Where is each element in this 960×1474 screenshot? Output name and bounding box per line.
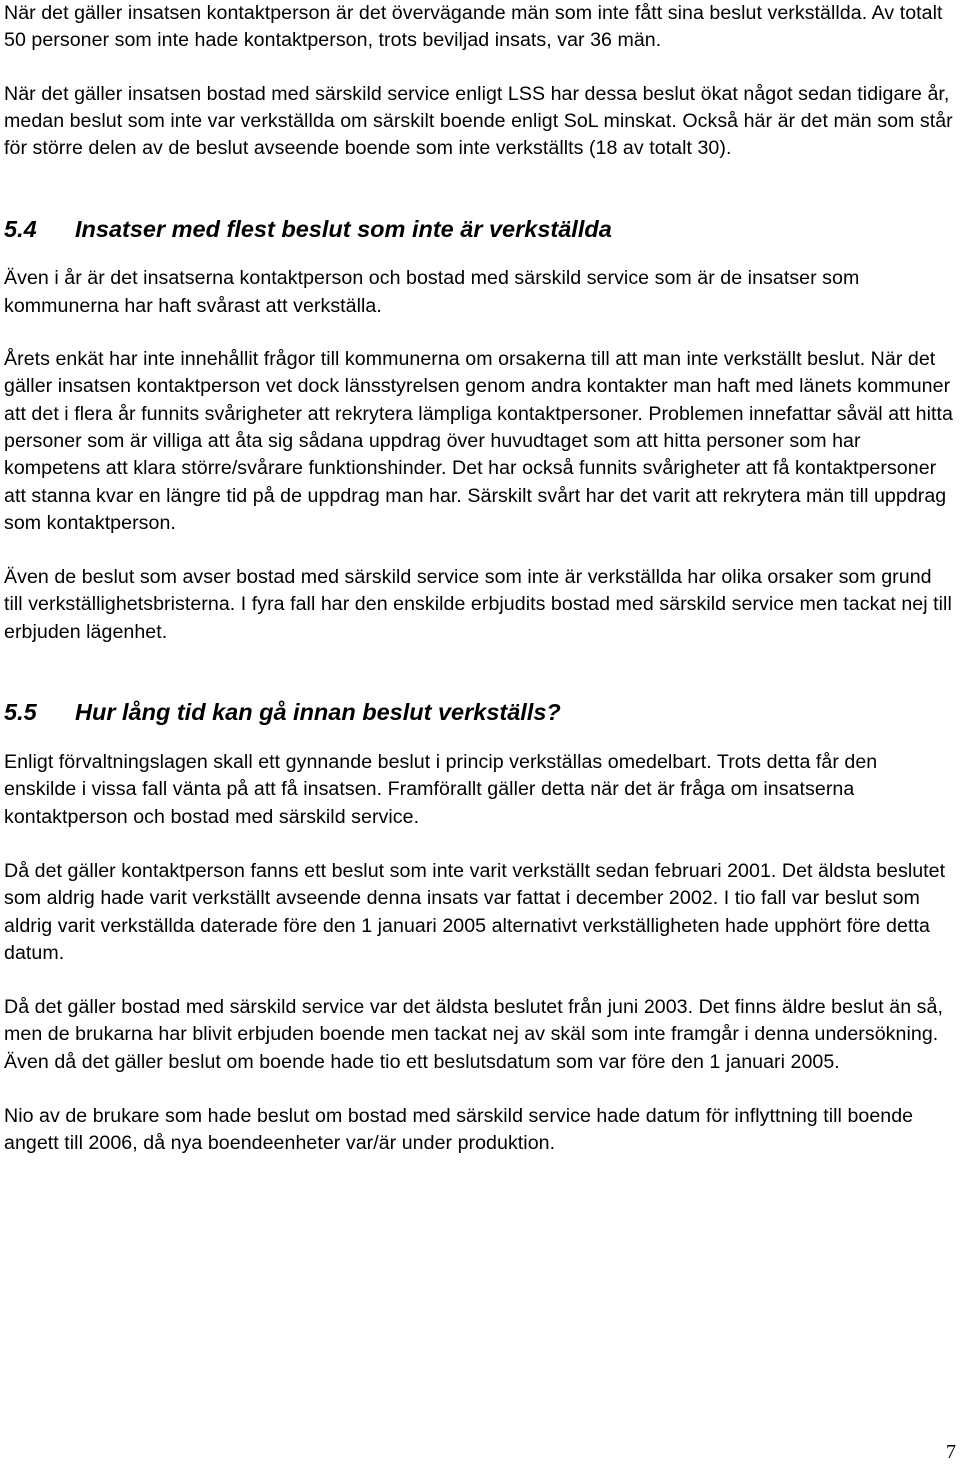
paragraph-bostad-orsaker: Även de beslut som avser bostad med särskild service som inte är verkställda har olika orsaker som grund till verkställighetsbristerna. I fyra fall har den enskilde erbjudits bostad med särskild service men tackat nej till erbjuden lägenhet. bbox=[4, 566, 952, 643]
section-heading-5-4 bbox=[4, 214, 954, 244]
section-number: 5.5 bbox=[4, 699, 37, 726]
paragraph-enkat-orsaker: Årets enkät har inte innehållit frågor till kommunerna om orsakerna till att man inte verkställt beslut. När det gäller insatsen kontaktperson vet dock länsstyrelsen genom andra kontakter man haft med länets kommuner att det i flera år funnits svårigheter att rekrytera lämpliga kontaktpersoner. Problemen innefattar såväl att hitta personer som är villiga att åta sig sådana uppdrag över huvudtaget som att hitta personer som har kompetens att klara större/svårare funktionshinder. Det har också funnits svårigheter att få kontaktpersoner att stanna kvar en längre tid på de uppdrag man har. Särskilt svårt har det varit att rekrytera män till uppdrag som kontaktperson. bbox=[4, 348, 953, 534]
section-title: Hur lång tid kan gå innan beslut verkställs? bbox=[75, 699, 561, 726]
section-number: 5.4 bbox=[4, 216, 37, 243]
paragraph-inflyttning: Nio av de brukare som hade beslut om bostad med särskild service hade datum för inflyttning till boende angett till 2006, då nya boendeenheter var/är under produktion. bbox=[4, 1105, 914, 1155]
paragraph-bostad-lss: När det gäller insatsen bostad med särskild service enligt LSS har dessa beslut ökat något sedan tidigare år, medan beslut som inte var verkställda om särskilt boende enligt SoL minskat. Också här är det män som står för större delen av de beslut avseende boende som inte verkställts (18 av totalt 30). bbox=[4, 82, 953, 160]
paragraph-kontaktperson-men: När det gäller insatsen kontaktperson är det övervägande män som inte fått sina beslut verkställda. Av totalt 50 personer som inte hade kontaktperson, trots beviljad insats, var 36 män. bbox=[4, 2, 943, 52]
paragraph-kontaktperson-datum: Då det gäller kontaktperson fanns ett beslut som inte varit verkställt sedan februari 2001. Det äldsta beslutet som aldrig hade varit verkställt avseende denna insats var fattat i december 2002. I tio fall var beslut som aldrig varit verkställda daterade före den 1 januari 2005 alternativt verkställigheten hade upphört före detta datum. bbox=[4, 859, 946, 964]
section-title: Insatser med flest beslut som inte är verkställda bbox=[75, 216, 612, 243]
paragraph-forvaltningslagen: Enligt förvaltningslagen skall ett gynnande beslut i princip verkställas omedelbart. Trots detta får den enskilde i vissa fall vänta på att få insatsen. Framförallt gäller detta när det är fråga om insatserna kontaktperson och bostad med särskild service. bbox=[4, 751, 878, 828]
section-heading-5-5 bbox=[4, 697, 954, 727]
paragraph-insatser-svarast: Även i år är det insatserna kontaktperson och bostad med särskild service som är de insatser som kommunerna har haft svårast att verkställa. bbox=[4, 267, 860, 317]
paragraph-bostad-datum: Då det gäller bostad med särskild service var det äldsta beslutet från juni 2003. Det finns äldre beslut än så, men de brukarna har blivit erbjuden boende men tackat nej av skäl som inte framgår i denna undersökning. Även då det gäller beslut om boende hade tio ett beslutsdatum som var före den 1 januari 2005. bbox=[4, 996, 943, 1073]
page-number: 7 bbox=[946, 1441, 956, 1463]
document-page bbox=[4, 0, 954, 1158]
